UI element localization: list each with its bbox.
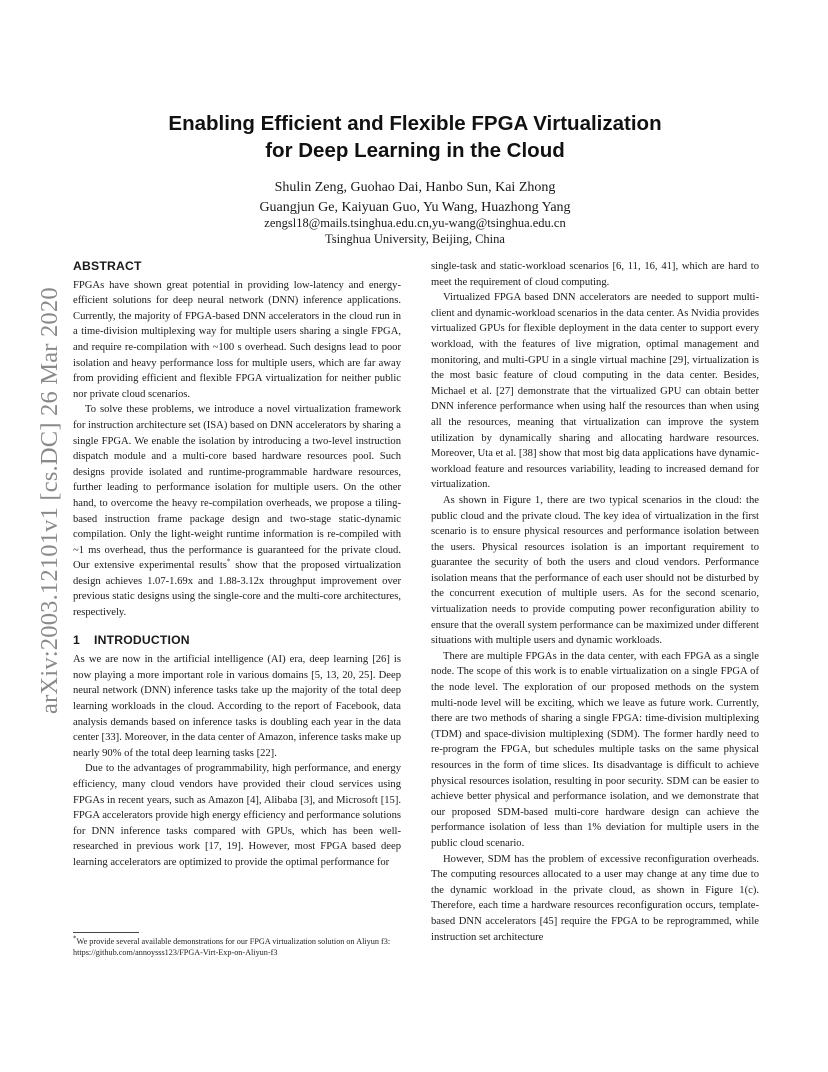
authors-line-2: Guangjun Ge, Kaiyuan Guo, Yu Wang, Huazhong Yang bbox=[259, 200, 571, 215]
introduction-heading bbox=[73, 633, 401, 649]
footnote bbox=[73, 936, 401, 958]
arxiv-watermark bbox=[20, 284, 63, 714]
right-column bbox=[431, 259, 759, 945]
intro-paragraph-1: As we are now in the artificial intelligence (AI) era, deep learning [26] is now playing a more important role in various domains [5, 13, 20, 25]. Deep neural network (DNN) inference tasks take up the majority of the total deep learning workloads in the cloud. According to the report of Facebook, data analysis demands based on inference tasks is doubling each year in the data center [33]. Moreover, in the data center of Amazon, inference tasks make up nearly 90% of the total deep learning tasks [22]. bbox=[73, 654, 401, 759]
author-emails: zengsl18@mails.tsinghua.edu.cn,yu-wang@tsinghua.edu.cn bbox=[264, 216, 566, 230]
paper-title bbox=[100, 110, 730, 164]
title-line-1: Enabling Efficient and Flexible FPGA Virtualization bbox=[168, 112, 662, 135]
footnote-mark: * bbox=[73, 934, 77, 943]
abstract-heading: ABSTRACT bbox=[73, 259, 142, 273]
intro-paragraph-3: Virtualized FPGA based DNN accelerators are needed to support multi-client and dynamic-workload scenarios in the data center. As Nvidia provides virtualized GPUs for flexible deployment in the data center to support every workload, with the features of live migration, optimal management and monitoring, and multi-GPU in a single virtual machine [29], virtualization is the most basic feature of cloud computing in the data center. Besides, Michael et al. [27] demonstrate that the virtualized GPU can obtain better DNN inference performance when using half the resources than when using all the resources, meaning that virtualization can improve the system utilization by dynamically sharing and allocating hardware resources. Moreover, Uta et al. [38] show that most big data applications have dynamic-workload feature and resources variability, leading to increased demand for virtualization. bbox=[431, 292, 760, 491]
footnote-reference-mark: * bbox=[226, 557, 231, 566]
intro-paragraph-5: There are multiple FPGAs in the data center, with each FPGA as a single node. The scope of this work is to enable virtualization on a single FPGA of the node level. The exploration of our proposed methods on the system multi-node level will be exciting, which we leave as future work. Currently, there are two methods of sharing a single FPGA: time-division multiplexing (TDM) and space-division multiplexing (SDM). The former hardly need to re-program the FPGA, but schedules multiple tasks on the same physical resources in the form of time slices. Its disadvantage is difficult to achieve physical resources isolation, resulting in poor security. SDM can be easier to achieve better physical and performance isolation, and we demonstrate that our proposed SDM-based multi-core hardware design can achieve the performance isolation of less than 1% deviation for multiple users in the public cloud scenario. bbox=[431, 650, 759, 849]
footnote-divider bbox=[73, 932, 139, 933]
title-line-2: for Deep Learning in the Cloud bbox=[265, 139, 565, 162]
footnote-text: We provide several available demonstrations for our FPGA virtualization solution on Aliyun f3: https://github.com/annoysss123/FPGA-Virt-Exp-on-Aliyun-f3 bbox=[73, 937, 391, 957]
abstract-paragraph-1: FPGAs have shown great potential in providing low-latency and energy-efficient solutions for deep neural network (DNN) inference applications. Currently, the majority of FPGA-based DNN accelerators in the cloud run in a time-division multiplexing way for multiple users sharing a single FPGA, and require re-compilation with ~100 s overhead. Such designs lead to poor isolation and heavy performance loss for multiple users, which are far away from providing efficient and flexible FPGA virtualization for neither public nor private cloud scenarios. bbox=[73, 279, 401, 400]
intro-paragraph-2-continued: single-task and static-workload scenarios [6, 11, 16, 41], which are hard to meet the requirement of cloud computing. bbox=[431, 261, 759, 288]
abstract-p2-text-b: show that the proposed virtualization design achieves 1.07-1.69x and 1.88-3.12x throughput improvement over previous static designs using the single-core and the multi-core architectures, respectively. bbox=[73, 560, 401, 619]
intro-paragraph-6: However, SDM has the problem of excessive reconfiguration overheads. The computing resources allocated to a user may change at any time due to the dynamic workload in the private cloud, as shown in Figure 1(c). Therefore, each time a hardware resources reconfiguration occurs, template-based DNN accelerators [45] require the FPGA to be reprogrammed, while instruction set architecture bbox=[431, 853, 759, 943]
abstract-p2-text-a: To solve these problems, we introduce a novel virtualization framework for instruction architecture set (ISA) based on DNN accelerators by sharing a single FPGA. We enable the isolation by introducing a two-level instruction dispatch module and a multi-core based hardware resources pool. Such designs provide isolated and runtime-programmable hardware resources, further leading to performance isolation for multiple users. On the other hand, to overcome the heavy re-compilation overheads, we propose a tiling-based instruction frame package design and two-stage static-dynamic compilation. Only the light-weight runtime information is re-compiled with ~1 ms overhead, thus the performance is guaranteed for the private cloud. Our extensive experimental results bbox=[73, 404, 401, 572]
section-title: INTRODUCTION bbox=[93, 632, 190, 647]
intro-paragraph-4: As shown in Figure 1, there are two typical scenarios in the cloud: the public cloud and the private cloud. The key idea of virtualization in the first scenario is to ensure physical resources and performance isolation between the users. Physical resources isolation is an important requirement to guarantee the security of both the users and cloud vendors. Performance isolation means that the performance of each user should not be disturbed by the concurrent execution of multiple users. As for the second scenario, virtualization needs to provide computing power reconfiguration ability to ensure that the overall system performance can be maximized under different situations with multiple users and dynamic workloads. bbox=[431, 494, 759, 647]
abstract-paragraph-2 bbox=[73, 402, 401, 620]
arxiv-identifier: arXiv:2003.12101v1 [cs.DC] 26 Mar 2020 bbox=[36, 287, 63, 714]
authors-line-1: Shulin Zeng, Guohao Dai, Hanbo Sun, Kai Zhong bbox=[274, 180, 556, 195]
left-column bbox=[73, 259, 401, 871]
intro-paragraph-2: Due to the advantages of programmability, high performance, and energy efficiency, many cloud vendors have provided their cloud services using FPGAs in recent years, such as Amazon [4], Alibaba [3], and Microsoft [15]. FPGA accelerators provide high energy efficiency and performance solutions for DNN inference tasks compared with GPUs, which has been well-researched in previous work [17, 19]. However, most FPGA based deep learning accelerators are optimized to provide the optimal performance for bbox=[73, 763, 401, 868]
author-affiliation: Tsinghua University, Beijing, China bbox=[325, 232, 505, 246]
author-list bbox=[100, 178, 730, 218]
section-number: 1 bbox=[73, 632, 80, 647]
